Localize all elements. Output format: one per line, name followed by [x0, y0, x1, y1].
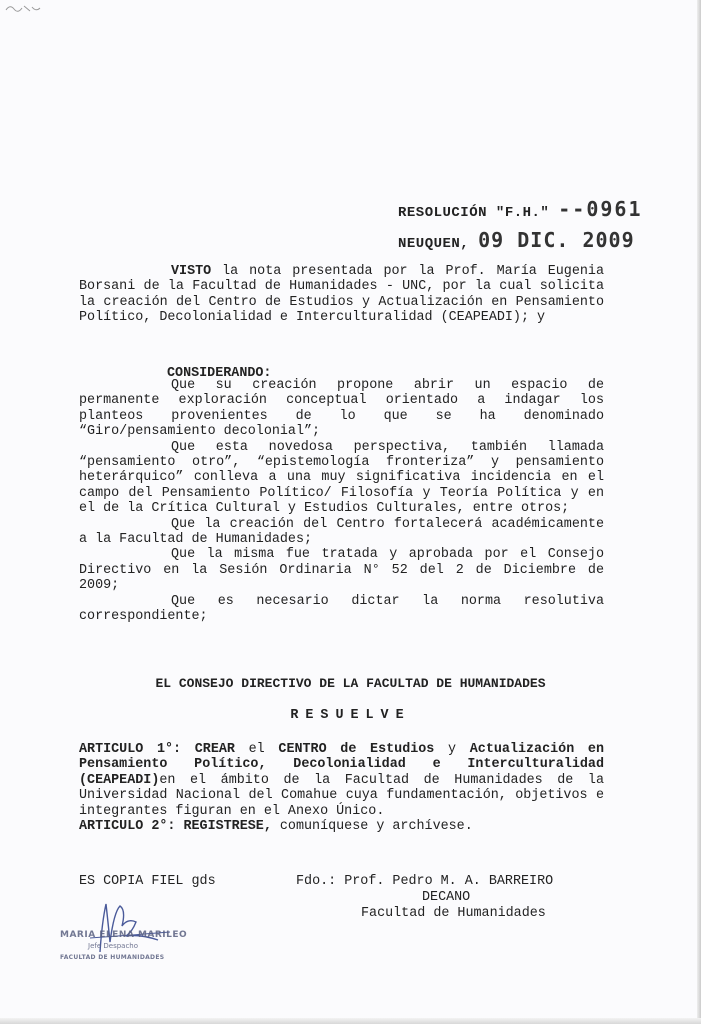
articles-section	[79, 742, 604, 834]
considerando-item: Que es necesario dictar la norma resolutiva correspondiente;	[79, 593, 604, 625]
resolution-line	[398, 197, 642, 221]
article-1-text: y	[434, 742, 470, 757]
article-2	[79, 819, 604, 834]
signer-faculty: Facultad de Humanidades	[361, 906, 546, 921]
considerando-title: CONSIDERANDO:	[167, 366, 272, 381]
resolution-number: -‑0961	[558, 197, 643, 221]
resuelve-heading: RESUELVE	[290, 708, 411, 723]
visto-section	[79, 264, 604, 326]
resolution-label: RESOLUCIÓN "F.H."	[398, 205, 550, 221]
corner-scribble	[4, 2, 44, 16]
considerando-item: Que la misma fue tratada y aprobada por el Consejo Directivo en la Sesión Ordinaria N° 52 del 2 de Diciembre de 2009;	[79, 547, 604, 594]
date-stamp: 09 DIC. 2009	[478, 228, 635, 252]
visto-text: la nota presentada por la Prof. María Eugenia Borsani de la Facultad de Humanidades - UNC, por la cual solicita la creación del Centro de Estudios y Actualización en Pensamiento Político, Decolonialidad e Interculturalidad (CEAPEADI); y	[79, 264, 604, 326]
considerando-item: Que la creación del Centro fortalecerá académicamente a la Facultad de Humanidades;	[79, 516, 604, 548]
signer-title: DECANO	[422, 890, 471, 905]
article-1-text: el	[234, 742, 279, 757]
visto-paragraph	[79, 264, 604, 326]
page-bottom-edge	[0, 1018, 701, 1024]
article-1	[79, 742, 604, 819]
stamp-name: MARIA ELENA MARILEO	[60, 930, 188, 940]
stamp-office: FACULTAD DE HUMANIDADES	[60, 954, 165, 961]
article-2-label: ARTICULO 2°: REGISTRESE,	[79, 819, 272, 835]
article-1-center-name: Actualización en Pensamiento Político, Decolonialidad e Interculturalidad (CEAPEADI)	[79, 742, 604, 788]
article-1-center: CENTRO de Estudios	[278, 742, 435, 757]
page-edge	[697, 0, 701, 1024]
article-2-text: comuníquese y archívese.	[271, 819, 473, 835]
considerando-item: Que su creación propone abrir un espacio de permanente exploración conceptual orientado a indagar los planteos provenientes de lo que se ha denominado “Giro/pensamiento decolonial”;	[79, 378, 604, 440]
copy-note: ES COPIA FIEL gds	[79, 874, 216, 889]
considerando-item: Que esta novedosa perspectiva, también llamada “pensamiento otro”, “epistemología fronteriza” y pensamiento heterárquico” conlleva a una muy significativa incidencia en el campo del Pensamiento Político/ Filosofía y Teoría Política y en el de la Crítica Cultural y Estudios Culturales, entre otros;	[79, 439, 604, 517]
visto-label: VISTO	[171, 264, 212, 279]
signer-name: Fdo.: Prof. Pedro M. A. BARREIRO	[296, 874, 554, 889]
place: NEUQUEN,	[398, 236, 470, 252]
date-line	[398, 228, 635, 252]
council-heading: EL CONSEJO DIRECTIVO DE LA FACULTAD DE HUMANIDADES	[155, 676, 546, 691]
article-1-label: ARTICULO 1°: CREAR	[79, 742, 235, 757]
considerando-list	[79, 378, 604, 625]
article-1-text: en el ámbito de la Facultad de Humanidades de la Universidad Nacional del Comahue cuya fundamentación, objetivos e integrantes figuran en el Anexo Único.	[79, 772, 604, 819]
official-stamp	[60, 930, 190, 963]
stamp-role: Jefe Despacho	[88, 942, 139, 950]
